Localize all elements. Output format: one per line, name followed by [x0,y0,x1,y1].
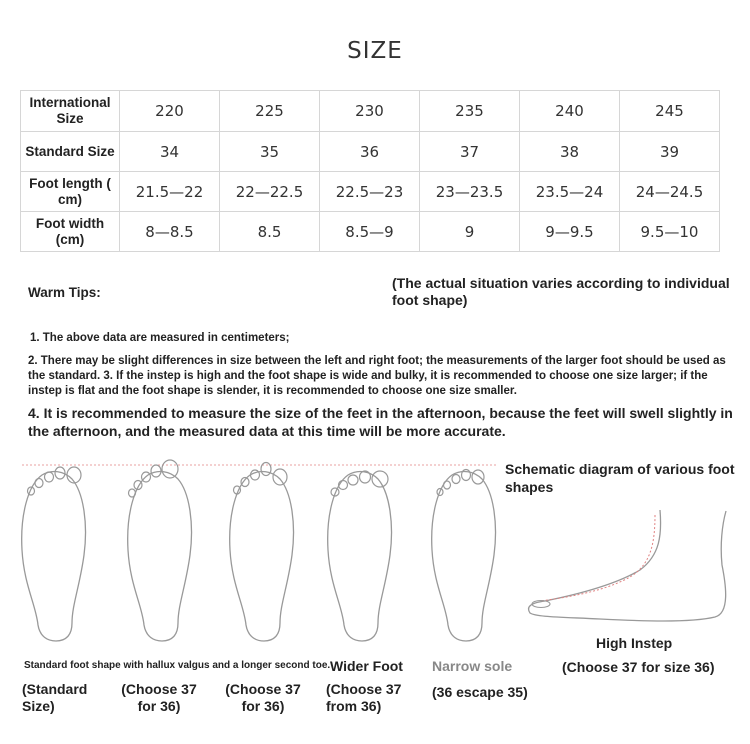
table-cell: 245 [620,91,720,132]
page-title: SIZE [347,38,403,64]
table-row [21,91,720,132]
table-cell: 9.5—10 [620,212,720,252]
table-cell: 22—22.5 [220,172,320,212]
sub-choose-37-a: (Choose 37 for 36) [121,681,197,714]
foot-wide-icon [328,471,392,641]
table-cell: 39 [620,132,720,172]
wider-foot-caption: Wider Foot [330,658,403,674]
tip-item-1: 1. The above data are measured in centimeters; [30,332,290,344]
narrow-sole-caption: Narrow sole [432,658,513,674]
table-cell: 21.5—22 [120,172,220,212]
row-label-standard: Standard Size [21,132,120,172]
size-table [20,90,720,252]
table-cell: 225 [220,91,320,132]
table-cell: 9—9.5 [520,212,620,252]
table-cell: 36 [320,132,420,172]
table-cell: 23.5—24 [520,172,620,212]
table-row [21,212,720,252]
row-label-foot-width: Foot width (cm) [21,212,120,252]
foot-narrow-icon [432,470,496,642]
table-cell: 35 [220,132,320,172]
tip-item-4: 4. It is recommended to measure the size of the feet in the afternoon, because the feet will swell slightly in the afternoon, and the measured data at this time will be more accurate. [28,405,733,439]
foot-shapes-diagram [0,455,750,655]
table-row [21,132,720,172]
table-cell: 8—8.5 [120,212,220,252]
sub-choose-37-c: (Choose 37 from 36) [326,681,402,714]
table-cell: 220 [120,91,220,132]
high-instep-note: (Choose 37 for size 36) [562,659,715,675]
table-cell: 230 [320,91,420,132]
table-cell: 22.5—23 [320,172,420,212]
tip-item-2-3: 2. There may be slight differences in size between the left and right foot; the measurements of the larger foot should be used as the standard. 3. If the instep is high and the foot shape is wide and bulky, it is recommended to choose one size larger; if the instep is flat and the foot shape is slender, it is recommended to choose one size smaller. [28,355,726,397]
foot-standard-icon [22,467,86,641]
table-cell: 37 [420,132,520,172]
table-cell: 8.5 [220,212,320,252]
high-instep-caption: High Instep [596,635,673,651]
table-cell: 8.5—9 [320,212,420,252]
diagram-title: Schematic diagram of various foot shapes [505,461,735,495]
table-cell: 240 [520,91,620,132]
table-row [21,172,720,212]
sub-standard-size: (Standard Size) [22,681,88,714]
warm-tips-label: Warm Tips: [28,285,101,300]
hallux-caption: Standard foot shape with hallux valgus and a longer second toe. [24,660,331,671]
table-cell: 24—24.5 [620,172,720,212]
sub-36-escape-35: (36 escape 35) [432,684,528,700]
row-label-international: International Size [21,91,120,132]
table-cell: 34 [120,132,220,172]
table-cell: 38 [520,132,620,172]
sub-choose-37-b: (Choose 37 for 36) [225,681,301,714]
table-cell: 9 [420,212,520,252]
row-label-foot-length: Foot length ( cm) [21,172,120,212]
table-cell: 235 [420,91,520,132]
high-instep-foot-icon [529,510,726,621]
foot-shape-note: (The actual situation varies according to individual foot shape) [392,275,730,308]
foot-long-second-toe-icon [230,463,294,642]
table-cell: 23—23.5 [420,172,520,212]
foot-hallux-valgus-icon [128,460,192,641]
